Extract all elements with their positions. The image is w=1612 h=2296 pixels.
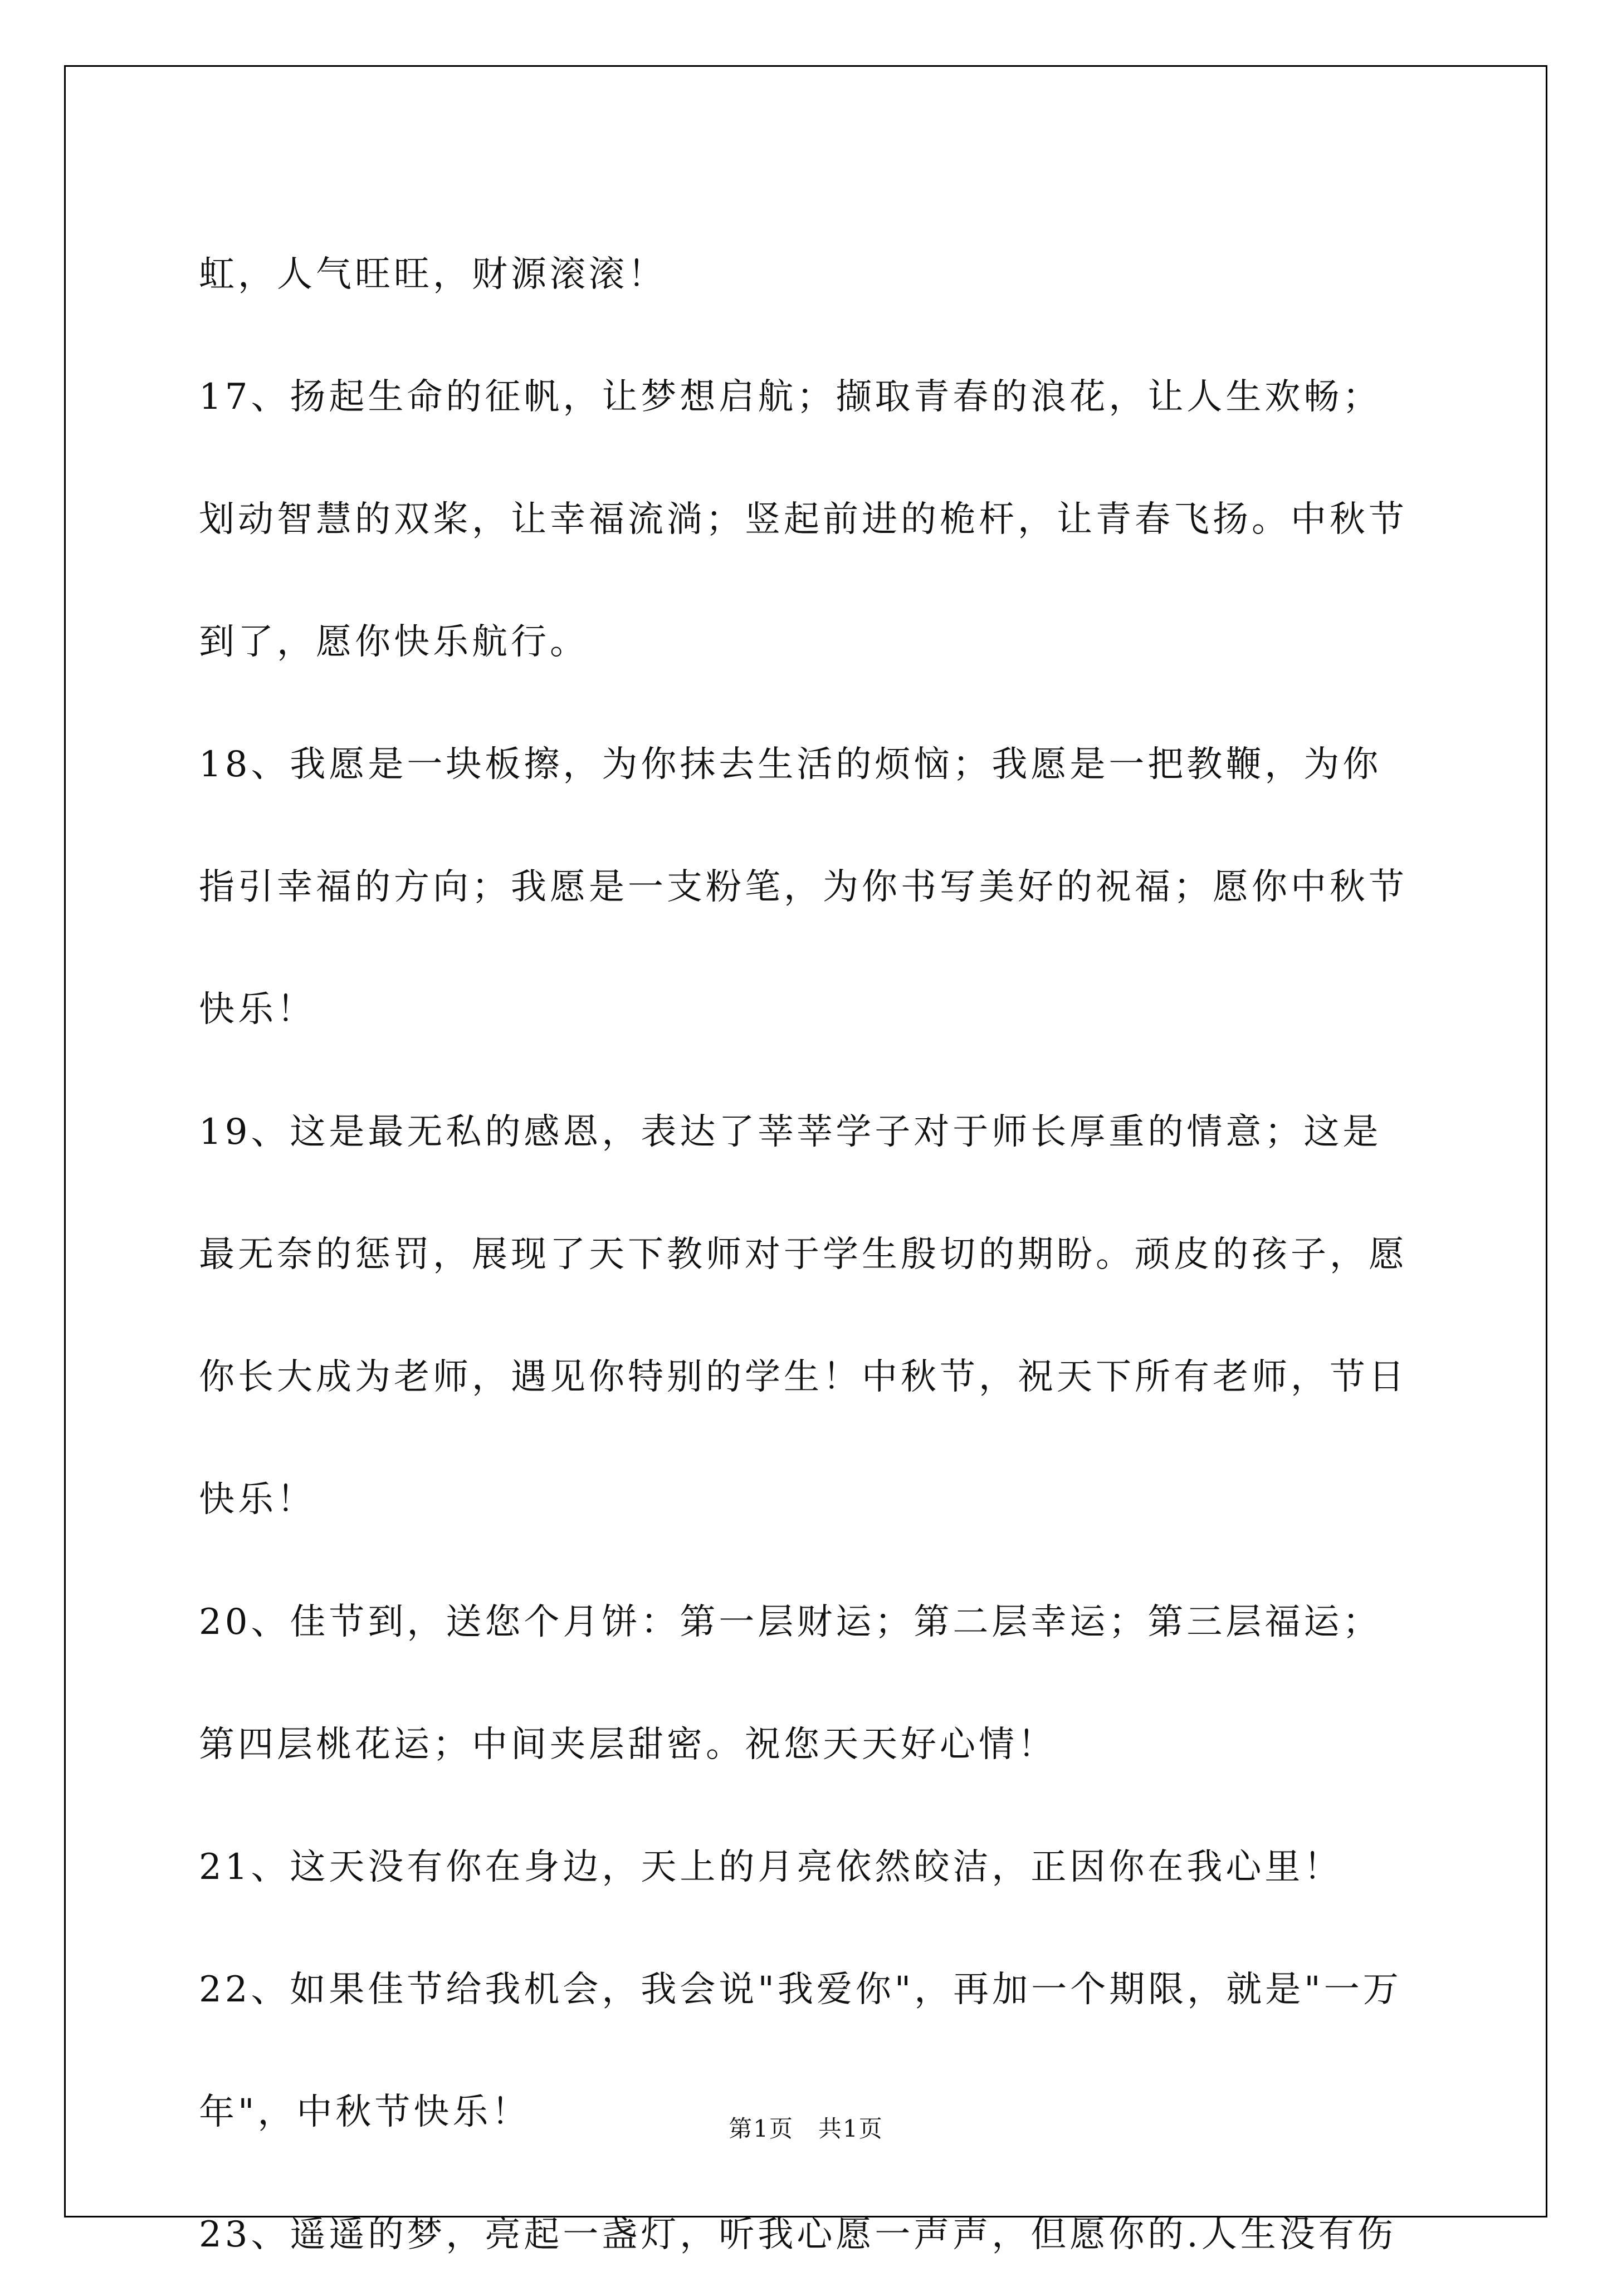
paragraph-20: 20、佳节到，送您个月饼：第一层财运；第二层幸运；第三层福运；第四层桃花运；中间夹层甜密。祝您天天好心情！ — [199, 1602, 1382, 1765]
paragraph-23: 23、遥遥的梦，亮起一盏灯，听我心愿一声声，但愿你的.人生没有伤 — [199, 2214, 1396, 2255]
paragraph-22: 22、如果佳节给我机会，我会说"我爱你"，再加一个期限，就是"一万年"，中秋节快乐！ — [199, 1969, 1402, 2133]
paragraph-18: 18、我愿是一块板擦，为你抹去生活的烦恼；我愿是一把教鞭，为你指引幸福的方向；我愿是一支粉笔，为你书写美好的祝福；愿你中秋节快乐！ — [199, 744, 1408, 1030]
paragraph-21: 21、这天没有你在身边，天上的月亮依然皎洁，正因你在我心里！ — [199, 1847, 1343, 1888]
document-body — [199, 213, 1419, 2296]
paragraph-17: 17、扬起生命的征帆，让梦想启航；撷取青春的浪花，让人生欢畅；划动智慧的双桨，让幸福流淌；竖起前进的桅杆，让青春飞扬。中秋节到了，愿你快乐航行。 — [199, 376, 1408, 663]
paragraph-continuation: 虹，人气旺旺，财源滚滚！ — [199, 254, 667, 295]
paragraph-19: 19、这是最无私的感恩，表达了莘莘学子对于师长厚重的情意；这是最无奈的惩罚，展现了天下教师对于学生殷切的期盼。顽皮的孩子，愿你长大成为老师，遇见你特别的学生！中秋节，祝天下所有老师，节日快乐！ — [199, 1112, 1408, 1520]
page-number-footer: 第1页 共1页 — [729, 2115, 883, 2142]
